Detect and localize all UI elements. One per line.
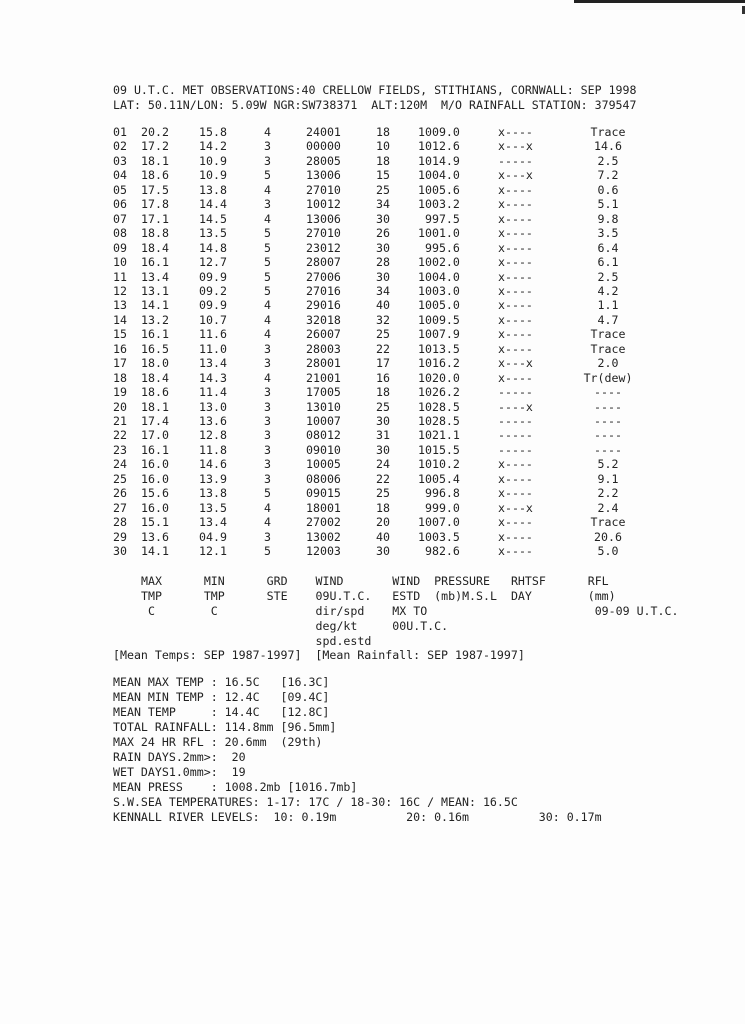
rainfall-cell: 2.0 xyxy=(597,356,619,371)
wind-dir-speed-cell: 10012 xyxy=(306,197,341,212)
min-temp-cell: 09.9 xyxy=(199,269,227,284)
rainfall-cell: ---- xyxy=(594,414,622,428)
ground-state-cell: 3 xyxy=(264,471,271,486)
day-cell: 28 xyxy=(113,515,127,530)
day-cell: 22 xyxy=(113,428,127,443)
rhtsf-day-cell: x---- xyxy=(498,197,533,212)
wind-dir-speed-cell: 29016 xyxy=(306,298,341,313)
summary-line: RAIN DAYS.2mm>: 20 xyxy=(113,750,246,764)
min-temp-cell: 14.3 xyxy=(199,370,227,385)
pressure-cell: 1014.9 xyxy=(418,153,460,168)
pressure-cell: 1028.5 xyxy=(418,399,460,414)
wind-max-cell: 32 xyxy=(376,312,390,327)
rhtsf-day-cell: ----x xyxy=(498,399,533,414)
day-cell: 15 xyxy=(113,327,127,342)
max-temp-cell: 16.0 xyxy=(141,500,169,515)
rainfall-cell: 4.2 xyxy=(597,283,619,298)
summary-line: MAX 24 HR RFL : 20.6mm (29th) xyxy=(113,735,323,749)
station-location: LAT: 50.11N/LON: 5.09W NGR:SW738371 ALT:120M M/O RAINFALL STATION: 379547 xyxy=(113,98,637,112)
rainfall-cell: 9.1 xyxy=(597,471,619,486)
day-cell: 29 xyxy=(113,529,127,544)
wind-max-cell: 26 xyxy=(376,226,390,241)
pressure-cell: 1007.9 xyxy=(418,327,460,342)
pressure-cell: 997.5 xyxy=(418,211,460,226)
ground-state-cell: 4 xyxy=(264,182,271,197)
wind-max-cell: 18 xyxy=(376,500,390,515)
max-temp-cell: 17.1 xyxy=(141,211,169,226)
min-temp-cell: 13.8 xyxy=(199,486,227,501)
summary-line: S.W.SEA TEMPERATURES: 1-17: 17C / 18-30: 16C / MEAN: 16.5C xyxy=(113,795,518,809)
ground-state-cell: 3 xyxy=(264,197,271,212)
summary-line: KENNALL RIVER LEVELS: 10: 0.19m 20: 0.16m 30: 0.17m xyxy=(113,810,602,824)
wind-dir-speed-cell: 28001 xyxy=(306,356,341,371)
rainfall-cell: 2.5 xyxy=(597,269,619,284)
wind-dir-speed-cell: 27010 xyxy=(306,182,341,197)
wind-dir-speed-cell: 24001 xyxy=(306,125,341,139)
wind-max-cell: 30 xyxy=(376,240,390,255)
pressure-cell: 1001.0 xyxy=(418,226,460,241)
rhtsf-day-cell: x---- xyxy=(498,471,533,486)
ground-state-cell: 3 xyxy=(264,385,271,400)
rhtsf-day-cell: x---- xyxy=(498,298,533,313)
min-temp-cell: 13.0 xyxy=(199,399,227,414)
ground-state-cell: 3 xyxy=(264,153,271,168)
rhtsf-day-cell: x---x xyxy=(498,500,533,515)
max-temp-cell: 17.0 xyxy=(141,428,169,443)
wind-dir-speed-cell: 21001 xyxy=(306,370,341,385)
wind-dir-speed-cell: 27010 xyxy=(306,226,341,241)
ground-state-cell: 5 xyxy=(264,544,271,559)
summary-line: MEAN MAX TEMP : 16.5C [16.3C] xyxy=(113,675,330,689)
pressure-cell: 1003.5 xyxy=(418,529,460,544)
rhtsf-day-cell: x---- xyxy=(498,211,533,226)
ground-state-cell: 4 xyxy=(264,500,271,515)
wind-max-cell: 17 xyxy=(376,356,390,371)
wind-max-cell: 16 xyxy=(376,370,390,385)
rhtsf-day-cell: x---- xyxy=(498,283,533,298)
min-temp-cell: 11.4 xyxy=(199,385,227,400)
wind-dir-speed-cell: 28005 xyxy=(306,153,341,168)
day-cell: 01 xyxy=(113,125,127,139)
max-temp-cell: 17.8 xyxy=(141,197,169,212)
min-temp-cell: 13.9 xyxy=(199,471,227,486)
summary-line: WET DAYS1.0mm>: 19 xyxy=(113,765,246,779)
rhtsf-day-cell: ----- xyxy=(498,442,533,457)
max-temp-cell: 13.4 xyxy=(141,269,169,284)
min-temp-cell: 10.7 xyxy=(199,312,227,327)
wind-max-cell: 34 xyxy=(376,197,390,212)
pressure-cell: 982.6 xyxy=(418,544,460,559)
rainfall-cell: 1.1 xyxy=(597,298,619,313)
wind-max-cell: 22 xyxy=(376,341,390,356)
max-temp-cell: 18.0 xyxy=(141,356,169,371)
rhtsf-day-cell: x---- xyxy=(498,457,533,472)
wind-dir-speed-cell: 27016 xyxy=(306,283,341,298)
day-cell: 18 xyxy=(113,370,127,385)
max-temp-cell: 14.1 xyxy=(141,544,169,559)
wind-max-cell: 18 xyxy=(376,385,390,400)
wind-dir-speed-cell: 13002 xyxy=(306,529,341,544)
max-temp-cell: 17.4 xyxy=(141,414,169,428)
wind-max-cell: 18 xyxy=(376,153,390,168)
wind-dir-speed-cell: 09015 xyxy=(306,486,341,501)
day-cell: 26 xyxy=(113,486,127,501)
wind-dir-speed-cell: 28007 xyxy=(306,255,341,270)
max-temp-cell: 16.0 xyxy=(141,471,169,486)
rhtsf-day-cell: x---- xyxy=(498,544,533,559)
pressure-cell: 1002.0 xyxy=(418,255,460,270)
pressure-cell: 1005.6 xyxy=(418,182,460,197)
wind-dir-speed-cell: 10007 xyxy=(306,414,341,428)
rhtsf-day-cell: x---- xyxy=(498,486,533,501)
rhtsf-day-cell: x---- xyxy=(498,226,533,241)
max-temp-cell: 16.1 xyxy=(141,255,169,270)
pressure-cell: 1026.2 xyxy=(418,385,460,400)
day-cell: 19 xyxy=(113,385,127,400)
summary-line: TOTAL RAINFALL: 114.8mm [96.5mm] xyxy=(113,720,337,734)
day-cell: 23 xyxy=(113,442,127,457)
ground-state-cell: 4 xyxy=(264,298,271,313)
rhtsf-day-cell: ----- xyxy=(498,414,533,428)
wind-dir-speed-cell: 28003 xyxy=(306,341,341,356)
pressure-cell: 1009.0 xyxy=(418,125,460,139)
rainfall-cell: 3.5 xyxy=(597,226,619,241)
rainfall-cell: Trace xyxy=(590,341,626,356)
pressure-cell: 996.8 xyxy=(418,486,460,501)
wind-dir-speed-cell: 27006 xyxy=(306,269,341,284)
summary-line: MEAN TEMP : 14.4C [12.8C] xyxy=(113,705,330,719)
min-temp-cell: 13.5 xyxy=(199,226,227,241)
pressure-cell: 1028.5 xyxy=(418,414,460,428)
wind-max-cell: 30 xyxy=(376,442,390,457)
max-temp-cell: 20.2 xyxy=(141,125,169,139)
day-cell: 03 xyxy=(113,153,127,168)
ground-state-cell: 3 xyxy=(264,529,271,544)
min-temp-cell: 13.4 xyxy=(199,515,227,530)
wind-max-cell: 24 xyxy=(376,457,390,472)
wind-dir-speed-cell: 27002 xyxy=(306,515,341,530)
pressure-cell: 1004.0 xyxy=(418,269,460,284)
min-temp-cell: 14.4 xyxy=(199,197,227,212)
rainfall-cell: 9.8 xyxy=(597,211,619,226)
min-temp-cell: 13.8 xyxy=(199,182,227,197)
rainfall-cell: Trace xyxy=(590,327,626,342)
min-temp-cell: 12.1 xyxy=(199,544,227,559)
rainfall-cell: 2.5 xyxy=(597,153,619,168)
wind-dir-speed-cell: 13010 xyxy=(306,399,341,414)
rainfall-cell: 4.7 xyxy=(597,312,619,327)
pressure-cell: 1015.5 xyxy=(418,442,460,457)
min-temp-cell: 15.8 xyxy=(199,125,227,139)
max-temp-cell: 16.1 xyxy=(141,442,169,457)
rainfall-cell: 5.1 xyxy=(597,197,619,212)
pressure-cell: 1010.2 xyxy=(418,457,460,472)
max-temp-cell: 13.2 xyxy=(141,312,169,327)
pressure-cell: 1012.6 xyxy=(418,139,460,154)
wind-dir-speed-cell: 18001 xyxy=(306,500,341,515)
max-temp-cell: 18.6 xyxy=(141,168,169,183)
report-title: 09 U.T.C. MET OBSERVATIONS:40 CRELLOW FIELDS, STITHIANS, CORNWALL: SEP 1998 xyxy=(113,83,637,97)
day-cell: 17 xyxy=(113,356,127,371)
min-temp-cell: 14.2 xyxy=(199,139,227,154)
ground-state-cell: 5 xyxy=(264,226,271,241)
legend-line: spd.estd xyxy=(141,634,372,648)
rhtsf-day-cell: x---- xyxy=(498,327,533,342)
min-temp-cell: 04.9 xyxy=(199,529,227,544)
wind-dir-speed-cell: 26007 xyxy=(306,327,341,342)
scan-edge-mark xyxy=(574,0,745,3)
min-temp-cell: 13.4 xyxy=(199,356,227,371)
legend-line: deg/kt 00U.T.C. xyxy=(141,619,449,633)
max-temp-cell: 18.1 xyxy=(141,153,169,168)
ground-state-cell: 3 xyxy=(264,139,271,154)
rhtsf-day-cell: x---- xyxy=(498,370,533,385)
rainfall-cell: ---- xyxy=(594,442,622,457)
wind-max-cell: 40 xyxy=(376,298,390,313)
rainfall-cell: 2.2 xyxy=(597,486,619,501)
day-cell: 02 xyxy=(113,139,127,154)
ground-state-cell: 4 xyxy=(264,211,271,226)
ground-state-cell: 3 xyxy=(264,341,271,356)
rhtsf-day-cell: x---- xyxy=(498,255,533,270)
ground-state-cell: 4 xyxy=(264,327,271,342)
min-temp-cell: 11.8 xyxy=(199,442,227,457)
day-cell: 07 xyxy=(113,211,127,226)
rainfall-cell: ---- xyxy=(594,385,622,400)
min-temp-cell: 14.8 xyxy=(199,240,227,255)
wind-dir-speed-cell: 08006 xyxy=(306,471,341,486)
wind-max-cell: 20 xyxy=(376,515,390,530)
ground-state-cell: 5 xyxy=(264,486,271,501)
wind-dir-speed-cell: 23012 xyxy=(306,240,341,255)
min-temp-cell: 12.8 xyxy=(199,428,227,443)
day-cell: 08 xyxy=(113,226,127,241)
pressure-cell: 1004.0 xyxy=(418,168,460,183)
pressure-cell: 1003.0 xyxy=(418,283,460,298)
max-temp-cell: 16.1 xyxy=(141,327,169,342)
max-temp-cell: 18.6 xyxy=(141,385,169,400)
day-cell: 16 xyxy=(113,341,127,356)
rainfall-cell: 2.4 xyxy=(597,500,619,515)
ground-state-cell: 5 xyxy=(264,240,271,255)
rainfall-cell: Tr(dew) xyxy=(583,370,633,385)
wind-dir-speed-cell: 13006 xyxy=(306,211,341,226)
rhtsf-day-cell: x---- xyxy=(498,125,533,139)
rainfall-cell: 6.4 xyxy=(597,240,619,255)
day-cell: 14 xyxy=(113,312,127,327)
day-cell: 20 xyxy=(113,399,127,414)
max-temp-cell: 16.5 xyxy=(141,341,169,356)
ground-state-cell: 5 xyxy=(264,269,271,284)
day-cell: 13 xyxy=(113,298,127,313)
day-cell: 10 xyxy=(113,255,127,270)
rainfall-cell: 7.2 xyxy=(597,168,619,183)
wind-max-cell: 30 xyxy=(376,414,390,428)
pressure-cell: 1020.0 xyxy=(418,370,460,385)
rhtsf-day-cell: ----- xyxy=(498,153,533,168)
legend-line: TMP TMP STE 09U.T.C. ESTD (mb)M.S.L DAY (mm) xyxy=(141,589,616,603)
max-temp-cell: 14.1 xyxy=(141,298,169,313)
min-temp-cell: 09.9 xyxy=(199,298,227,313)
wind-max-cell: 25 xyxy=(376,327,390,342)
min-temp-cell: 12.7 xyxy=(199,255,227,270)
day-cell: 21 xyxy=(113,414,127,428)
pressure-cell: 1005.4 xyxy=(418,471,460,486)
ground-state-cell: 3 xyxy=(264,442,271,457)
max-temp-cell: 15.1 xyxy=(141,515,169,530)
wind-dir-speed-cell: 32018 xyxy=(306,312,341,327)
min-temp-cell: 13.6 xyxy=(199,414,227,428)
ground-state-cell: 5 xyxy=(264,283,271,298)
max-temp-cell: 18.8 xyxy=(141,226,169,241)
min-temp-cell: 11.0 xyxy=(199,341,227,356)
ground-state-cell: 4 xyxy=(264,312,271,327)
rhtsf-day-cell: x---- xyxy=(498,269,533,284)
day-cell: 09 xyxy=(113,240,127,255)
max-temp-cell: 17.5 xyxy=(141,182,169,197)
wind-dir-speed-cell: 08012 xyxy=(306,428,341,443)
min-temp-cell: 10.9 xyxy=(199,168,227,183)
pressure-cell: 1003.2 xyxy=(418,197,460,212)
min-temp-cell: 14.6 xyxy=(199,457,227,472)
means-period-note: [Mean Temps: SEP 1987-1997] [Mean Rainfall: SEP 1987-1997] xyxy=(113,648,525,662)
wind-max-cell: 40 xyxy=(376,529,390,544)
rhtsf-day-cell: x---- xyxy=(498,182,533,197)
max-temp-cell: 13.1 xyxy=(141,283,169,298)
ground-state-cell: 5 xyxy=(264,255,271,270)
rainfall-cell: 14.6 xyxy=(594,139,622,154)
pressure-cell: 1005.0 xyxy=(418,298,460,313)
day-cell: 05 xyxy=(113,182,127,197)
min-temp-cell: 09.2 xyxy=(199,283,227,298)
wind-dir-speed-cell: 00000 xyxy=(306,139,341,154)
min-temp-cell: 10.9 xyxy=(199,153,227,168)
day-cell: 12 xyxy=(113,283,127,298)
ground-state-cell: 3 xyxy=(264,356,271,371)
wind-dir-speed-cell: 12003 xyxy=(306,544,341,559)
pressure-cell: 995.6 xyxy=(418,240,460,255)
min-temp-cell: 13.5 xyxy=(199,500,227,515)
rhtsf-day-cell: x---x xyxy=(498,139,533,154)
ground-state-cell: 5 xyxy=(264,168,271,183)
day-cell: 30 xyxy=(113,544,127,559)
wind-dir-speed-cell: 13006 xyxy=(306,168,341,183)
wind-dir-speed-cell: 17005 xyxy=(306,385,341,400)
summary-line: MEAN MIN TEMP : 12.4C [09.4C] xyxy=(113,690,330,704)
rhtsf-day-cell: x---- xyxy=(498,341,533,356)
wind-max-cell: 25 xyxy=(376,399,390,414)
pressure-cell: 999.0 xyxy=(418,500,460,515)
wind-max-cell: 30 xyxy=(376,269,390,284)
rainfall-cell: Trace xyxy=(590,515,626,530)
rhtsf-day-cell: x---x xyxy=(498,356,533,371)
rainfall-cell: 5.0 xyxy=(597,544,619,559)
pressure-cell: 1007.0 xyxy=(418,515,460,530)
max-temp-cell: 13.6 xyxy=(141,529,169,544)
day-cell: 11 xyxy=(113,269,127,284)
rhtsf-day-cell: x---- xyxy=(498,529,533,544)
wind-max-cell: 25 xyxy=(376,182,390,197)
wind-max-cell: 10 xyxy=(376,139,390,154)
day-cell: 27 xyxy=(113,500,127,515)
min-temp-cell: 14.5 xyxy=(199,211,227,226)
rhtsf-day-cell: ----- xyxy=(498,385,533,400)
wind-max-cell: 22 xyxy=(376,471,390,486)
wind-max-cell: 30 xyxy=(376,211,390,226)
rainfall-cell: 0.6 xyxy=(597,182,619,197)
day-cell: 24 xyxy=(113,457,127,472)
rainfall-cell: 6.1 xyxy=(597,255,619,270)
wind-dir-speed-cell: 09010 xyxy=(306,442,341,457)
rainfall-cell: 20.6 xyxy=(594,529,622,544)
max-temp-cell: 18.4 xyxy=(141,240,169,255)
min-temp-cell: 11.6 xyxy=(199,327,227,342)
max-temp-cell: 16.0 xyxy=(141,457,169,472)
pressure-cell: 1013.5 xyxy=(418,341,460,356)
ground-state-cell: 4 xyxy=(264,515,271,530)
pressure-cell: 1016.2 xyxy=(418,356,460,371)
max-temp-cell: 18.4 xyxy=(141,370,169,385)
max-temp-cell: 15.6 xyxy=(141,486,169,501)
wind-max-cell: 30 xyxy=(376,544,390,559)
rainfall-cell: ---- xyxy=(594,428,622,443)
wind-dir-speed-cell: 10005 xyxy=(306,457,341,472)
max-temp-cell: 18.1 xyxy=(141,399,169,414)
max-temp-cell: 17.2 xyxy=(141,139,169,154)
pressure-cell: 1009.5 xyxy=(418,312,460,327)
rhtsf-day-cell: x---- xyxy=(498,515,533,530)
wind-max-cell: 18 xyxy=(376,125,390,139)
rhtsf-day-cell: x---- xyxy=(498,240,533,255)
rainfall-cell: Trace xyxy=(590,125,626,139)
ground-state-cell: 4 xyxy=(264,370,271,385)
wind-max-cell: 25 xyxy=(376,486,390,501)
wind-max-cell: 34 xyxy=(376,283,390,298)
summary-line: MEAN PRESS : 1008.2mb [1016.7mb] xyxy=(113,780,358,794)
ground-state-cell: 3 xyxy=(264,414,271,428)
rhtsf-day-cell: x---- xyxy=(498,312,533,327)
ground-state-cell: 3 xyxy=(264,428,271,443)
wind-max-cell: 31 xyxy=(376,428,390,443)
rhtsf-day-cell: ----- xyxy=(498,428,533,443)
rhtsf-day-cell: x---x xyxy=(498,168,533,183)
day-cell: 04 xyxy=(113,168,127,183)
rainfall-cell: ---- xyxy=(594,399,622,414)
ground-state-cell: 4 xyxy=(264,125,271,139)
rainfall-cell: 5.2 xyxy=(597,457,619,472)
ground-state-cell: 3 xyxy=(264,457,271,472)
wind-max-cell: 15 xyxy=(376,168,390,183)
legend-line: C C dir/spd MX TO 09-09 U.T.C. xyxy=(141,604,679,618)
ground-state-cell: 3 xyxy=(264,399,271,414)
wind-max-cell: 28 xyxy=(376,255,390,270)
pressure-cell: 1021.1 xyxy=(418,428,460,443)
day-cell: 06 xyxy=(113,197,127,212)
legend-line: MAX MIN GRD WIND WIND PRESSURE RHTSF RFL xyxy=(141,574,609,588)
day-cell: 25 xyxy=(113,471,127,486)
